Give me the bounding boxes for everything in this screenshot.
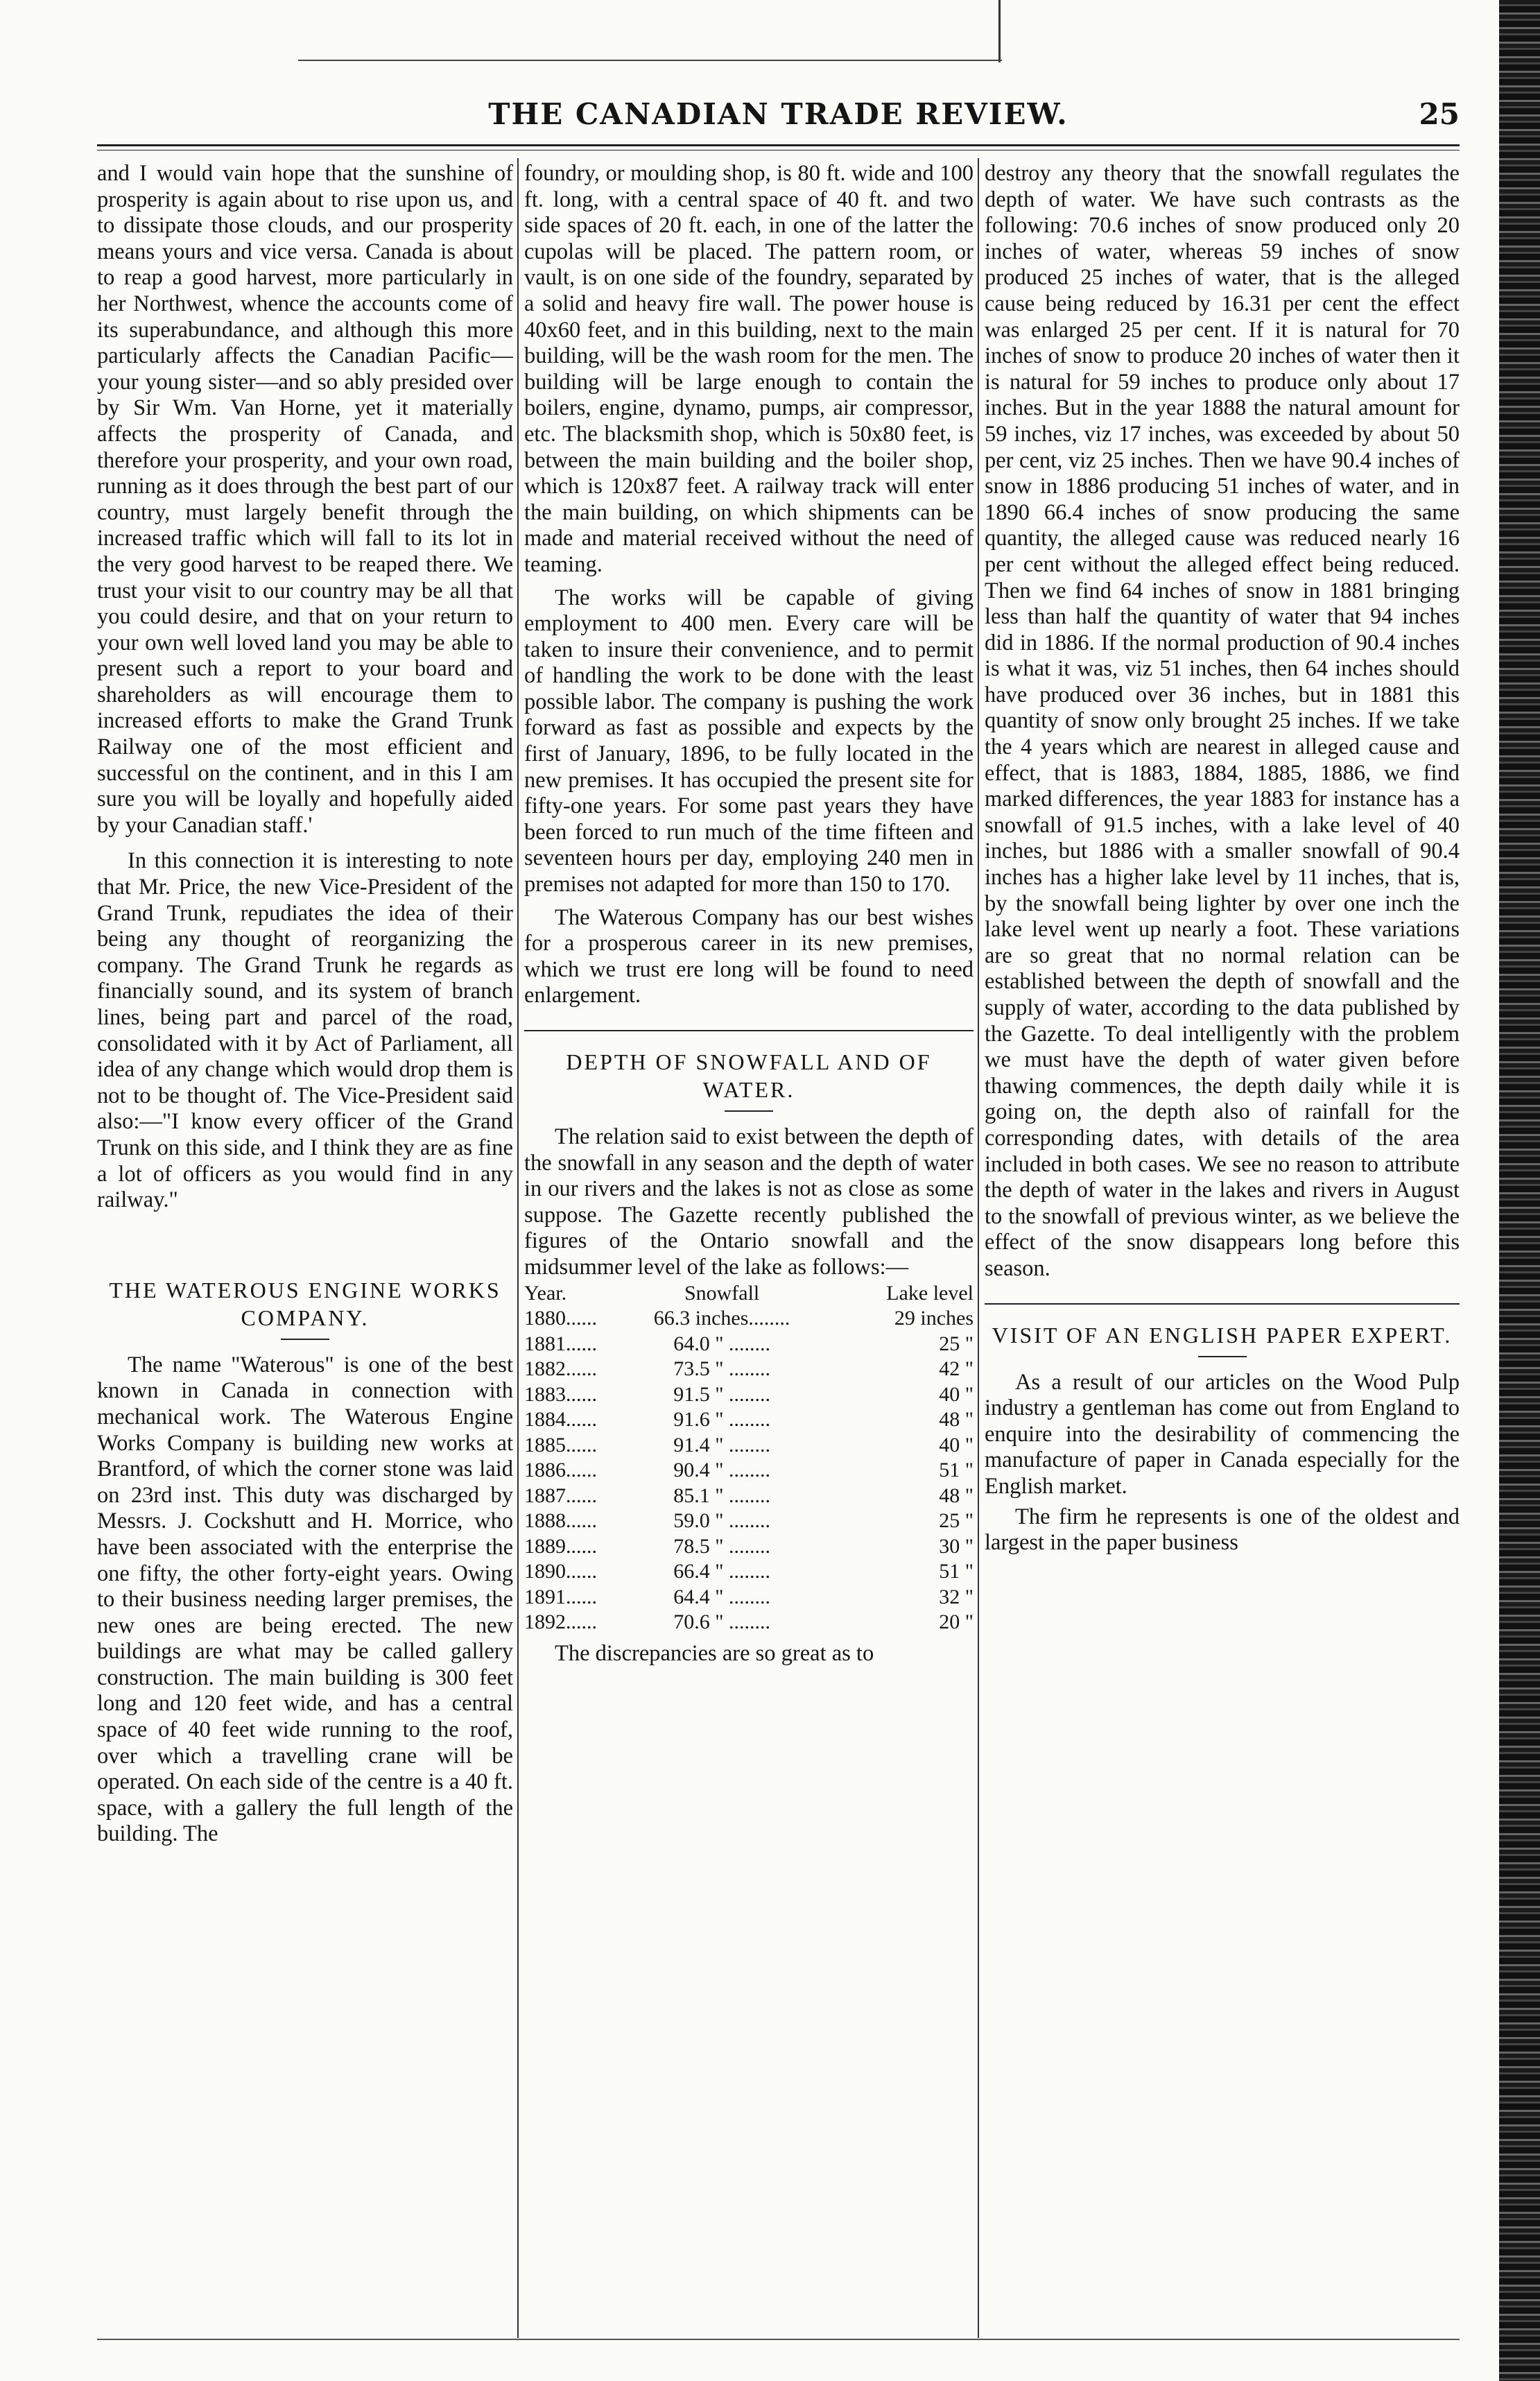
table-row	[524, 1534, 974, 1560]
section-heading: THE WATEROUS ENGINE WORKS COMPANY.	[109, 1277, 501, 1330]
cell-year: 1888......	[524, 1509, 597, 1533]
cell-lake-level: 40 "	[939, 1433, 974, 1456]
cell-lake-level: 40 "	[939, 1382, 974, 1406]
page-header	[97, 97, 1460, 143]
cell-year: 1882......	[524, 1357, 597, 1381]
heading-divider	[1198, 1356, 1247, 1357]
section-rule	[985, 1303, 1460, 1305]
cell-lake-level: 48 "	[939, 1484, 974, 1507]
section-heading: DEPTH OF SNOWFALL AND OF WATER.	[566, 1049, 932, 1102]
paragraph: foundry, or moulding shop, is 80 ft. wide and 100 ft. long, with a central space of 40 ft. and two side spaces of 20 ft. each, in one of the latter the cupolas will be placed. The pattern room, or vault, is on one side of the foundry, separated by a solid and heavy fire wall. The power house is 40x60 feet, and in this building, next to the main building, will be the wash room for the men. The building will be large enough to contain the boilers, engine, dynamo, pumps, air compressor, etc. The blacksmith shop, which is 50x80 feet, is between the main building and the boiler shop, which is 120x87 feet. A railway track will enter the main building, on which shipments can be made and material received without the need of teaming.	[524, 161, 974, 577]
cell-snowfall: 91.4 " ........	[673, 1433, 770, 1456]
header-year: Year.	[524, 1281, 567, 1305]
table-row	[524, 1610, 974, 1635]
cell-year: 1883......	[524, 1382, 597, 1406]
table-row	[524, 1382, 974, 1408]
paragraph: The works will be capable of giving employment to 400 men. Every care will be taken to insure their convenience, and to permit of handling the work to be done with the least possible labor. The company is pushing the work forward as fast as possible and expects by the first of January, 1896, to be fully located in the new premises. It has occupied the present site for fifty-one years. For some past years they have been forced to run much of the time fifteen and seventeen hours per day, employing 240 men in premises not adapted for more than 150 to 170.	[524, 585, 974, 897]
cell-year: 1880......	[524, 1307, 597, 1330]
header-rule-thin	[97, 150, 1460, 151]
table-row	[524, 1559, 974, 1585]
cell-snowfall: 66.3 inches........	[653, 1307, 790, 1330]
scan-edge-binding	[1499, 0, 1540, 2381]
column-divider	[517, 158, 519, 2338]
cell-lake-level: 32 "	[939, 1585, 974, 1608]
cell-year: 1891......	[524, 1585, 597, 1608]
table-row	[524, 1458, 974, 1484]
publication-title: THE CANADIAN TRADE REVIEW.	[488, 97, 1069, 131]
cell-lake-level: 51 "	[939, 1560, 974, 1583]
table-row	[524, 1433, 974, 1459]
table-row	[524, 1306, 974, 1332]
table-row	[524, 1484, 974, 1509]
cell-lake-level: 42 "	[939, 1357, 974, 1381]
snowfall-table	[524, 1281, 974, 1635]
paragraph: The Waterous Company has our best wishes for a prosperous career in its new premises, which we trust ere long will be found to need enlargement.	[524, 904, 974, 1008]
cell-snowfall: 64.0 " ........	[673, 1332, 770, 1355]
cell-snowfall: 78.5 " ........	[673, 1534, 770, 1558]
cell-lake-level: 20 "	[939, 1610, 974, 1634]
cell-snowfall: 64.4 " ........	[673, 1585, 770, 1608]
paragraph: The discrepancies are so great as to	[555, 1640, 874, 1666]
column-2	[524, 161, 974, 2338]
cell-snowfall: 70.6 " ........	[673, 1610, 770, 1634]
cell-year: 1884......	[524, 1408, 597, 1432]
paragraph: The relation said to exist between the depth of the snowfall in any season and the depth of water in our rivers and the lakes is not as close as some suppose. The Gazette recently published the figures of the Ontario snowfall and the midsummer level of the lake as follows:—	[524, 1124, 974, 1280]
cell-lake-level: 30 "	[939, 1534, 974, 1558]
cell-lake-level: 51 "	[939, 1459, 974, 1482]
cell-snowfall: 91.6 " ........	[673, 1408, 770, 1432]
cell-lake-level: 29 inches	[894, 1307, 974, 1330]
cell-snowfall: 85.1 " ........	[673, 1484, 770, 1507]
heading-divider	[725, 1110, 773, 1112]
cell-lake-level: 25 "	[939, 1332, 974, 1355]
cell-year: 1889......	[524, 1534, 597, 1558]
paragraph: and I would vain hope that the sunshine of prosperity is again about to rise upon us, and to dissipate those clouds, and our prosperity means yours and vice versa. Canada is about to reap a good harvest, more particularly in her Northwest, whence the accounts come of its superabundance, and although this more particularly affects the Canadian Pacific—your young sister—and so ably presided over by Sir Wm. Van Horne, yet it materially affects the prosperity of Canada, and therefore your prosperity, and your own road, running as it does through the best part of our country, must largely benefit through the increased traffic which will fall to its lot in the very good harvest to be reaped there. We trust your visit to our country may be all that you could desire, and that on your return to your own well loved land you may be able to present such a report to your board and shareholders as will encourage them to increased efforts to make the Grand Trunk Railway one of the most efficient and successful on the continent, and in this I am sure you will be loyally and hopefully aided by your Canadian staff.'	[97, 161, 513, 838]
table-row	[524, 1332, 974, 1357]
section-rule	[524, 1030, 974, 1031]
cell-year: 1892......	[524, 1610, 597, 1634]
paragraph: The firm he represents is one of the oldest and largest in the paper business	[985, 1504, 1460, 1556]
cell-year: 1886......	[524, 1459, 597, 1482]
column-divider	[978, 158, 979, 2338]
scan-margin-mark	[998, 0, 1001, 62]
cell-year: 1887......	[524, 1484, 597, 1507]
header-lake-level: Lake level	[886, 1281, 974, 1305]
paragraph: In this connection it is interesting to note that Mr. Price, the new Vice-President of the Grand Trunk, repudiates the idea of their being any thought of reorganizing the company. The Grand Trunk he regards as financially sound, and its system of branch lines, being part and parcel of the road, consolidated with it by Act of Parliament, all idea of any change which would drop them is not to be thought of. The Vice-President said also:—"I know every officer of the Grand Trunk on this side, and I think they are as fine a lot of officers as you would find in any railway."	[97, 848, 513, 1213]
header-rule-thick	[97, 144, 1460, 146]
paragraph: The name "Waterous" is one of the best known in Canada in connection with mechanical work. The Waterous Engine Works Company is building new works at Brantford, of which the corner stone was laid on 23rd inst. This duty was discharged by Messrs. J. Cockshutt and H. Morrice, who have been associated with the enterprise the one fifty, the other forty-eight years. Owing to their business needing larger premises, the new ones are being erected. The new buildings are what may be called gallery construction. The main building is 300 feet long and 120 feet wide, and has a central space of 40 feet wide running to the roof, over which a travelling crane will be operated. On each side of the centre is a 40 ft. space, with a gallery the full length of the building. The	[97, 1352, 513, 1847]
header-snowfall: Snowfall	[684, 1281, 760, 1305]
cell-snowfall: 91.5 " ........	[673, 1382, 770, 1406]
paragraph: destroy any theory that the snowfall regulates the depth of water. We have such contrasts as the following: 70.6 inches of snow produced only 20 inches of water, whereas 59 inches of snow produced 25 inches of water, that is the alleged cause being reduced by 16.31 per cent the effect was enlarged 25 per cent. If it is natural for 70 inches of snow to produce 20 inches of water then it is natural for 59 inches to produce only about 17 inches. But in the year 1888 the natural amount for 59 inches, viz 17 inches, was exceeded by about 50 per cent, viz 25 inches. Then we have 90.4 inches of snow in 1886 producing 51 inches of water, and in 1890 66.4 inches of snow producing the same quantity, the alleged cause was reduced nearly 16 per cent without the alleged effect being reduced. Then we find 64 inches of snow in 1881 bringing less than half the quantity of water that 94 inches did in 1886. If the normal production of 90.4 inches is what it was, viz 51 inches, then 64 inches should have produced over 36 inches, but in 1881 this quantity of snow only brought 25 inches. If we take the 4 years which are nearest in alleged cause and effect, that is 1883, 1884, 1885, 1886, we find marked differences, the year 1883 for instance has a snowfall of 91.5 inches, with a lake level of 40 inches, but 1886 with a smaller snowfall of 90.4 inches has a higher lake level by 11 inches, that is, by the snowfall being lighter by over one inch the lake level went up nearly a foot. These variations are so great that no normal relation can be established between the depth of snowfall and the supply of water, according to the data published by the Gazette. To deal intelligently with the problem we must have the depth of water given before thawing commences, the depth daily while it is going on, the depth also of rainfall for the corresponding dates, with details of the area included in both cases. We see no reason to attribute the depth of water in the lakes and rivers in August to the snowfall of previous winter, as we believe the effect of the snow disappears long before this season.	[985, 161, 1460, 1281]
cell-year: 1885......	[524, 1433, 597, 1456]
section-heading: VISIT OF AN ENGLISH PAPER EXPERT.	[992, 1322, 1453, 1348]
table-row	[524, 1585, 974, 1610]
cell-snowfall: 59.0 " ........	[673, 1509, 770, 1533]
paragraph: As a result of our articles on the Wood Pulp industry a gentleman has come out from England to enquire into the desirability of commencing the manufacture of paper in Canada especially for the English market.	[985, 1369, 1460, 1499]
table-row	[524, 1357, 974, 1382]
cell-lake-level: 48 "	[939, 1408, 974, 1432]
bottom-rule	[97, 2339, 1460, 2340]
cell-year: 1881......	[524, 1332, 597, 1355]
column-1	[97, 161, 513, 2338]
cell-year: 1890......	[524, 1560, 597, 1583]
heading-divider	[281, 1339, 329, 1340]
table-row	[524, 1508, 974, 1534]
cell-snowfall: 66.4 " ........	[673, 1560, 770, 1583]
table-row	[524, 1407, 974, 1433]
cell-snowfall: 73.5 " ........	[673, 1357, 770, 1381]
page-number: 25	[1419, 97, 1460, 131]
cell-snowfall: 90.4 " ........	[673, 1459, 770, 1482]
column-3	[985, 161, 1460, 2338]
scan-margin-line	[298, 60, 1002, 61]
cell-lake-level: 25 "	[939, 1509, 974, 1533]
table-header-row	[524, 1281, 974, 1307]
